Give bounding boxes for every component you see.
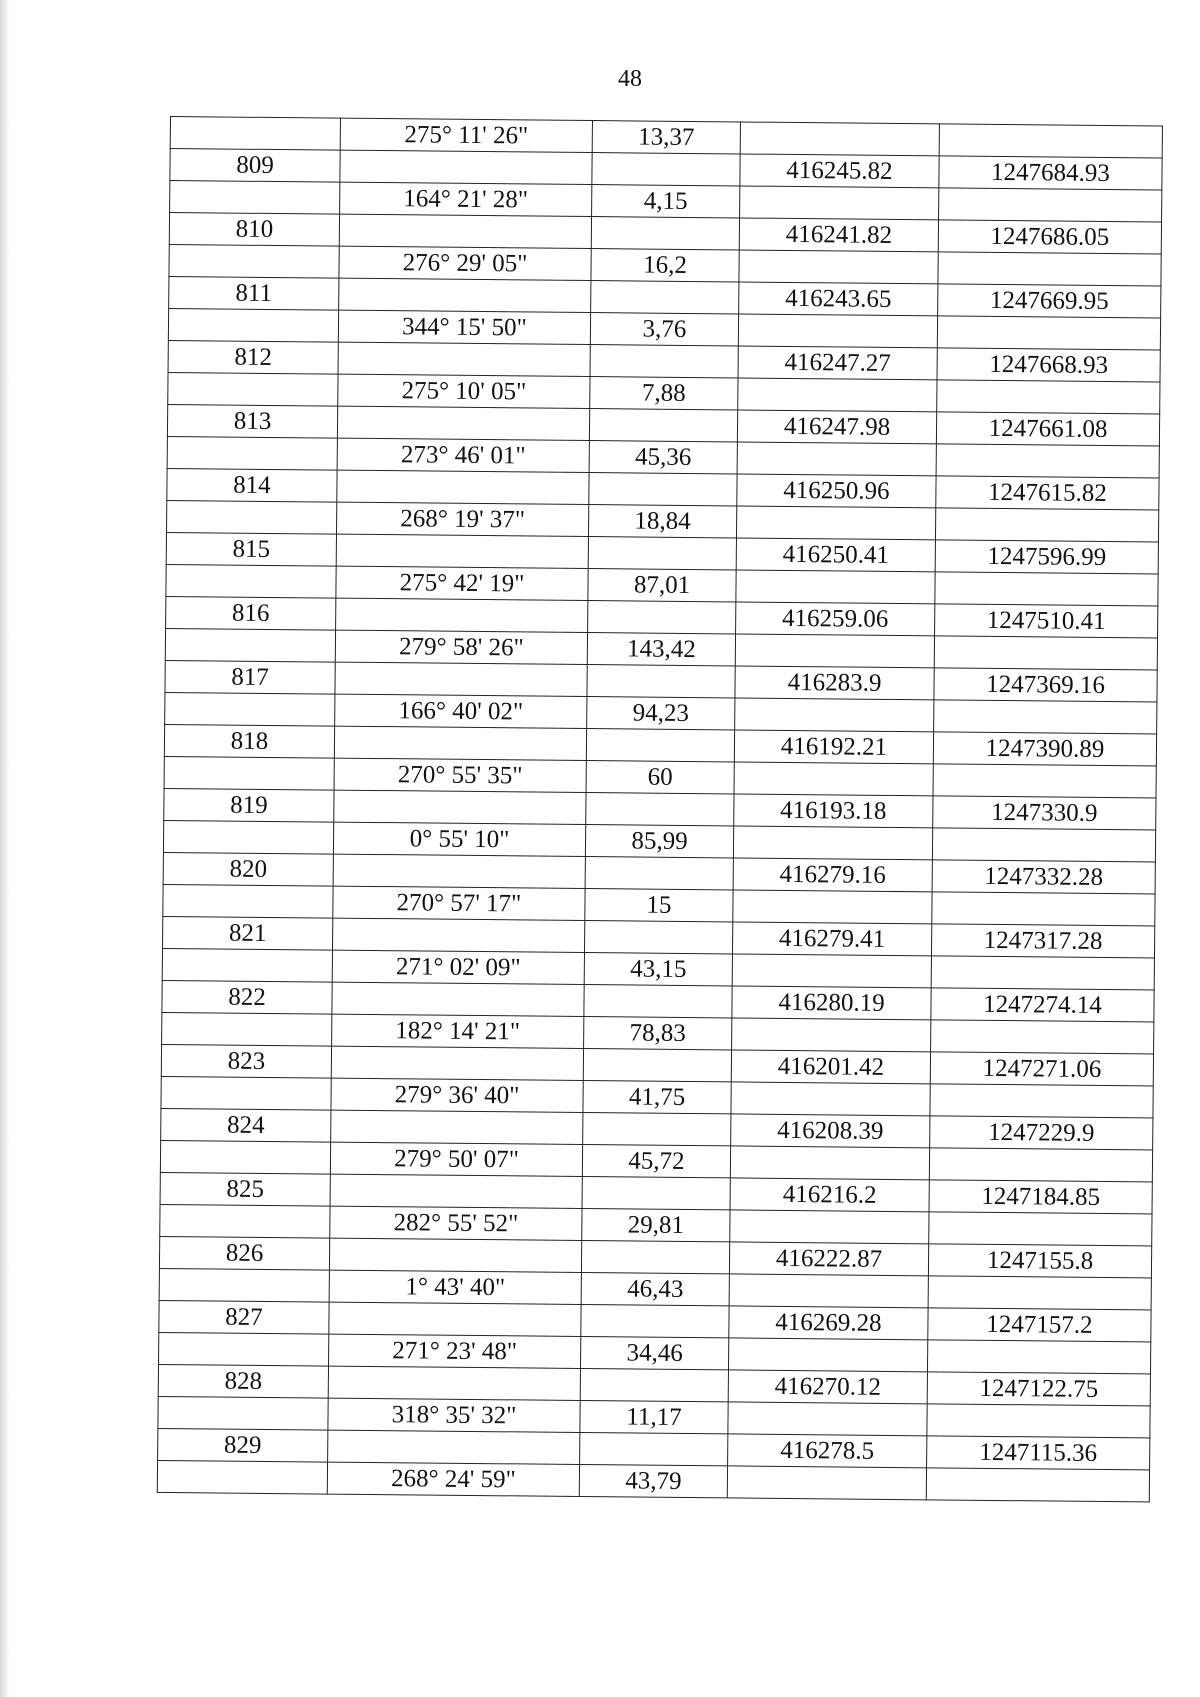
direction-angle-cell: 271° 02' 09"	[332, 950, 584, 984]
point-cell-empty	[164, 756, 334, 790]
point-cell-empty	[162, 1012, 332, 1046]
distance-cell-empty	[585, 857, 733, 890]
x-coordinate-cell: 416269.28	[729, 1306, 928, 1340]
x-cell-empty	[733, 890, 932, 924]
y-coordinate-cell: 1247661.08	[936, 412, 1159, 446]
y-coordinate-cell: 1247229.9	[930, 1116, 1153, 1150]
distance-cell: 45,36	[589, 441, 737, 474]
direction-angle-cell: 271° 23' 48"	[329, 1334, 581, 1368]
angle-cell-empty	[336, 598, 588, 632]
distance-cell: 87,01	[588, 569, 736, 602]
x-cell-empty	[730, 1210, 929, 1244]
x-cell-empty	[727, 1466, 926, 1500]
angle-cell-empty	[337, 406, 589, 440]
x-coordinate-cell: 416208.39	[731, 1114, 930, 1148]
x-cell-empty	[735, 634, 934, 668]
x-coordinate-cell: 416201.42	[731, 1050, 930, 1084]
y-coordinate-cell: 1247510.41	[935, 604, 1158, 638]
distance-cell-empty	[582, 1177, 730, 1210]
angle-cell-empty	[329, 1238, 581, 1272]
direction-angle-cell: 279° 58' 26"	[335, 630, 587, 664]
x-coordinate-cell: 416283.9	[735, 666, 934, 700]
page-number: 48	[618, 66, 642, 92]
angle-cell-empty	[337, 470, 589, 504]
point-number-cell: 815	[166, 532, 336, 566]
distance-cell-empty	[581, 1241, 729, 1274]
distance-cell-empty	[584, 921, 732, 954]
point-number-cell: 825	[160, 1172, 330, 1206]
distance-cell-empty	[588, 601, 736, 634]
y-coordinate-cell: 1247684.93	[939, 156, 1162, 190]
point-number-cell: 817	[165, 660, 335, 694]
scan-edge-shadow	[0, 0, 10, 1697]
distance-cell: 43,79	[579, 1464, 727, 1497]
y-coordinate-cell: 1247668.93	[937, 348, 1160, 382]
distance-cell: 16,2	[591, 249, 739, 282]
point-cell-empty	[160, 1204, 330, 1238]
y-cell-empty	[927, 1404, 1150, 1438]
point-number-cell: 826	[159, 1236, 329, 1270]
x-coordinate-cell: 416280.19	[732, 986, 931, 1020]
angle-cell-empty	[330, 1174, 582, 1208]
point-number-cell: 819	[164, 788, 334, 822]
x-coordinate-cell: 416216.2	[730, 1178, 929, 1212]
y-coordinate-cell: 1247115.36	[927, 1436, 1150, 1470]
distance-cell: 3,76	[590, 313, 738, 346]
point-number-cell: 821	[163, 916, 333, 950]
x-cell-empty	[732, 1018, 931, 1052]
angle-cell-empty	[328, 1430, 580, 1464]
x-cell-empty	[735, 698, 934, 732]
x-cell-empty	[733, 826, 932, 860]
y-coordinate-cell: 1247596.99	[935, 540, 1158, 574]
angle-cell-empty	[339, 214, 591, 248]
point-number-cell: 824	[161, 1108, 331, 1142]
x-coordinate-cell: 416247.27	[738, 346, 937, 380]
x-cell-empty	[736, 506, 935, 540]
direction-angle-cell: 273° 46' 01"	[337, 438, 589, 472]
point-cell-empty	[161, 1076, 331, 1110]
direction-angle-cell: 276° 29' 05"	[339, 246, 591, 280]
y-coordinate-cell: 1247271.06	[930, 1052, 1153, 1086]
point-number-cell: 820	[163, 852, 333, 886]
distance-cell: 11,17	[580, 1400, 728, 1433]
x-coordinate-cell: 416250.96	[737, 474, 936, 508]
angle-cell-empty	[331, 1046, 583, 1080]
distance-cell-empty	[584, 985, 732, 1018]
distance-cell: 34,46	[580, 1336, 728, 1369]
y-cell-empty	[929, 1148, 1152, 1182]
coordinates-table-body	[157, 117, 1162, 1502]
point-cell-empty	[167, 436, 337, 470]
distance-cell: 60	[586, 761, 734, 794]
point-cell-empty	[157, 1460, 327, 1494]
y-cell-empty	[927, 1340, 1150, 1374]
distance-cell-empty	[588, 537, 736, 570]
distance-cell-empty	[589, 473, 737, 506]
x-coordinate-cell: 416278.5	[728, 1434, 927, 1468]
distance-cell: 46,43	[581, 1273, 729, 1306]
x-coordinate-cell: 416247.98	[737, 410, 936, 444]
x-coordinate-cell: 416222.87	[729, 1242, 928, 1276]
x-coordinate-cell: 416192.21	[734, 730, 933, 764]
point-number-cell: 813	[167, 404, 337, 438]
x-coordinate-cell: 416243.65	[739, 282, 938, 316]
direction-angle-cell: 275° 10' 05"	[338, 374, 590, 408]
distance-cell: 85,99	[585, 825, 733, 858]
direction-angle-cell: 270° 55' 35"	[334, 758, 586, 792]
x-cell-empty	[738, 378, 937, 412]
y-coordinate-cell: 1247390.89	[933, 732, 1156, 766]
x-cell-empty	[737, 442, 936, 476]
y-cell-empty	[934, 636, 1157, 670]
distance-cell-empty	[580, 1432, 728, 1465]
direction-angle-cell: 270° 57' 17"	[333, 886, 585, 920]
x-cell-empty	[732, 954, 931, 988]
distance-cell: 94,23	[587, 697, 735, 730]
point-number-cell: 811	[169, 276, 339, 310]
y-coordinate-cell: 1247332.28	[932, 860, 1155, 894]
y-coordinate-cell: 1247184.85	[929, 1180, 1152, 1214]
angle-cell-empty	[338, 342, 590, 376]
point-number-cell: 814	[167, 468, 337, 502]
point-number-cell: 818	[164, 724, 334, 758]
distance-cell: 13,37	[592, 121, 740, 154]
y-cell-empty	[939, 188, 1162, 222]
y-coordinate-cell: 1247274.14	[931, 988, 1154, 1022]
y-coordinate-cell: 1247330.9	[933, 796, 1156, 830]
x-cell-empty	[739, 250, 938, 284]
point-cell-empty	[168, 308, 338, 342]
distance-cell: 4,15	[592, 185, 740, 218]
y-cell-empty	[932, 892, 1155, 926]
y-cell-empty	[931, 956, 1154, 990]
distance-cell: 45,72	[582, 1145, 730, 1178]
direction-angle-cell: 268° 24' 59"	[327, 1462, 579, 1496]
direction-angle-cell: 1° 43' 40"	[329, 1270, 581, 1304]
x-coordinate-cell: 416279.41	[732, 922, 931, 956]
distance-cell-empty	[587, 665, 735, 698]
angle-cell-empty	[328, 1366, 580, 1400]
x-cell-empty	[736, 570, 935, 604]
angle-cell-empty	[334, 726, 586, 760]
y-coordinate-cell: 1247669.95	[938, 284, 1161, 318]
y-cell-empty	[928, 1276, 1151, 1310]
angle-cell-empty	[333, 854, 585, 888]
direction-angle-cell: 344° 15' 50"	[338, 310, 590, 344]
point-cell-empty	[163, 884, 333, 918]
angle-cell-empty	[335, 662, 587, 696]
distance-cell: 18,84	[588, 505, 736, 538]
point-cell-empty	[159, 1332, 329, 1366]
distance-cell-empty	[591, 217, 739, 250]
angle-cell-empty	[329, 1302, 581, 1336]
distance-cell-empty	[589, 409, 737, 442]
x-cell-empty	[728, 1402, 927, 1436]
x-cell-empty	[730, 1146, 929, 1180]
direction-angle-cell: 182° 14' 21"	[332, 1014, 584, 1048]
y-coordinate-cell: 1247615.82	[936, 476, 1159, 510]
distance-cell-empty	[580, 1368, 728, 1401]
angle-cell-empty	[331, 1110, 583, 1144]
direction-angle-cell: 282° 55' 52"	[330, 1206, 582, 1240]
point-number-cell: 810	[169, 213, 339, 247]
angle-cell-empty	[334, 790, 586, 824]
direction-angle-cell: 318° 35' 32"	[328, 1398, 580, 1432]
distance-cell-empty	[592, 153, 740, 186]
x-cell-empty	[731, 1082, 930, 1116]
point-number-cell: 809	[170, 149, 340, 183]
point-number-cell: 827	[159, 1300, 329, 1334]
y-coordinate-cell: 1247155.8	[928, 1244, 1151, 1278]
distance-cell-empty	[586, 793, 734, 826]
x-coordinate-cell: 416279.16	[733, 858, 932, 892]
point-cell-empty	[170, 117, 340, 151]
y-cell-empty	[930, 1084, 1153, 1118]
direction-angle-cell: 279° 50' 07"	[330, 1142, 582, 1176]
distance-cell-empty	[581, 1305, 729, 1338]
angle-cell-empty	[340, 150, 592, 184]
direction-angle-cell: 275° 11' 26"	[340, 118, 592, 152]
y-cell-empty	[933, 764, 1156, 798]
angle-cell-empty	[333, 918, 585, 952]
distance-cell-empty	[583, 1049, 731, 1082]
point-number-cell: 828	[158, 1364, 328, 1398]
x-coordinate-cell: 416250.41	[736, 538, 935, 572]
y-cell-empty	[939, 124, 1162, 158]
distance-cell-empty	[590, 345, 738, 378]
direction-angle-cell: 268° 19' 37"	[336, 502, 588, 536]
point-cell-empty	[166, 564, 336, 598]
y-cell-empty	[934, 700, 1157, 734]
distance-cell-empty	[583, 1113, 731, 1146]
x-coordinate-cell: 416241.82	[739, 218, 938, 252]
direction-angle-cell: 0° 55' 10"	[333, 822, 585, 856]
y-cell-empty	[932, 828, 1155, 862]
distance-cell: 29,81	[582, 1209, 730, 1242]
distance-cell-empty	[591, 281, 739, 314]
y-cell-empty	[929, 1212, 1152, 1246]
point-number-cell: 822	[162, 980, 332, 1014]
x-cell-empty	[740, 186, 939, 220]
x-coordinate-cell: 416193.18	[734, 794, 933, 828]
point-cell-empty	[162, 948, 332, 982]
distance-cell: 78,83	[584, 1017, 732, 1050]
distance-cell: 15	[585, 889, 733, 922]
point-cell-empty	[169, 244, 339, 278]
point-cell-empty	[168, 372, 338, 406]
direction-angle-cell: 279° 36' 40"	[331, 1078, 583, 1112]
angle-cell-empty	[336, 534, 588, 568]
y-coordinate-cell: 1247157.2	[928, 1308, 1151, 1342]
y-coordinate-cell: 1247317.28	[931, 924, 1154, 958]
angle-cell-empty	[332, 982, 584, 1016]
direction-angle-cell: 164° 21' 28"	[340, 182, 592, 216]
x-cell-empty	[738, 314, 937, 348]
y-cell-empty	[926, 1468, 1149, 1502]
point-cell-empty	[165, 628, 335, 662]
distance-cell: 41,75	[583, 1081, 731, 1114]
y-coordinate-cell: 1247369.16	[934, 668, 1157, 702]
y-coordinate-cell: 1247686.05	[938, 220, 1161, 254]
x-cell-empty	[734, 762, 933, 796]
y-cell-empty	[935, 508, 1158, 542]
point-number-cell: 812	[168, 340, 338, 374]
y-cell-empty	[935, 572, 1158, 606]
point-number-cell: 829	[158, 1428, 328, 1462]
point-cell-empty	[158, 1396, 328, 1430]
direction-angle-cell: 275° 42' 19"	[336, 566, 588, 600]
point-number-cell: 816	[166, 596, 336, 630]
coordinates-table	[157, 116, 1163, 1502]
x-cell-empty	[729, 1274, 928, 1308]
y-cell-empty	[931, 1020, 1154, 1054]
point-cell-empty	[159, 1268, 329, 1302]
x-cell-empty	[728, 1338, 927, 1372]
direction-angle-cell: 166° 40' 02"	[335, 694, 587, 728]
distance-cell-empty	[586, 729, 734, 762]
y-cell-empty	[938, 252, 1161, 286]
x-coordinate-cell: 416259.06	[736, 602, 935, 636]
point-number-cell: 823	[161, 1044, 331, 1078]
y-coordinate-cell: 1247122.75	[927, 1372, 1150, 1406]
x-coordinate-cell: 416270.12	[728, 1370, 927, 1404]
x-coordinate-cell: 416245.82	[740, 154, 939, 188]
x-cell-empty	[740, 122, 939, 156]
distance-cell: 7,88	[590, 377, 738, 410]
distance-cell: 143,42	[587, 633, 735, 666]
point-cell-empty	[163, 820, 333, 854]
distance-cell: 43,15	[584, 953, 732, 986]
point-cell-empty	[165, 692, 335, 726]
angle-cell-empty	[339, 278, 591, 312]
y-cell-empty	[937, 316, 1160, 350]
y-cell-empty	[936, 444, 1159, 478]
point-cell-empty	[170, 181, 340, 215]
y-cell-empty	[937, 380, 1160, 414]
point-cell-empty	[167, 500, 337, 534]
point-cell-empty	[160, 1140, 330, 1174]
